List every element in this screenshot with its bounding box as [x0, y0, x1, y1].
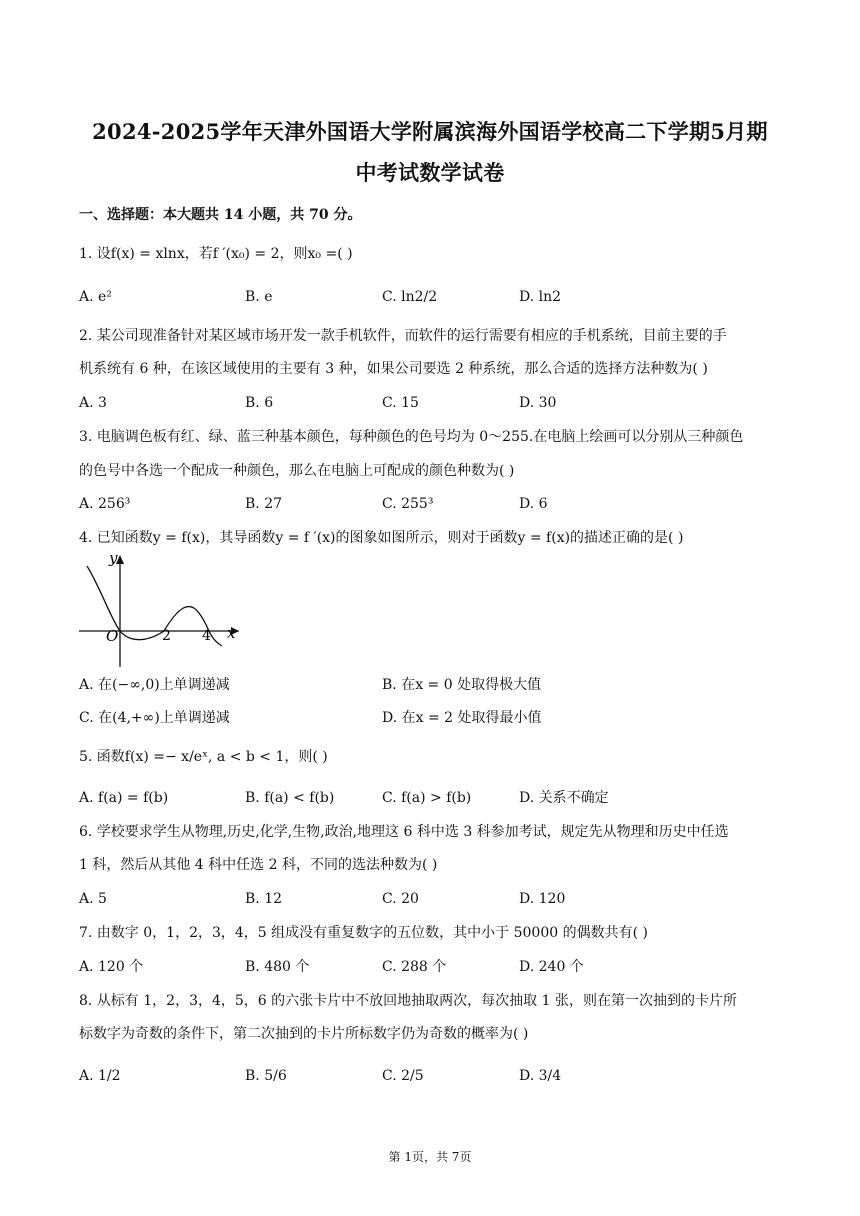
q6-stem-line2: 1 科，然后从其他 4 科中任选 2 科，不同的选法种数为( ): [79, 857, 438, 873]
q8-option-c: C. 2/5: [382, 1068, 424, 1084]
q6-option-c: C. 20: [382, 891, 419, 907]
derivative-graph: [79, 551, 244, 669]
y-axis-label: y: [109, 551, 118, 567]
q5-option-c: C. f(a) > f(b): [382, 790, 472, 806]
page-footer: 第 1页，共 7页: [388, 1150, 472, 1164]
q6-option-d: D. 120: [519, 891, 566, 907]
q8-option-b: B. 5/6: [245, 1068, 287, 1084]
q8-option-d: D. 3/4: [519, 1068, 562, 1084]
tick-label-4: 4: [202, 628, 211, 644]
q7-option-c: C. 288 个: [382, 959, 447, 975]
x-axis-label: x: [227, 624, 236, 642]
q3-stem-line1: 3. 电脑调色板有红、绿、蓝三种基本颜色，每种颜色的色号均为 0～255.在电脑上绘画可以分别从三种颜色: [79, 429, 744, 445]
q3-option-c: C. 255³: [382, 496, 434, 512]
q3-option-d: D. 6: [519, 496, 548, 512]
q1-option-d: D. ln2: [519, 289, 562, 305]
q7-stem: 7. 由数字 0，1，2，3，4，5 组成没有重复数字的五位数，其中小于 50000 的偶数共有( ): [79, 925, 648, 941]
q3-stem-line2: 的色号中各选一个配成一种颜色，那么在电脑上可配成的颜色种数为( ): [79, 463, 515, 479]
q1-option-c: C. ln2/2: [382, 289, 438, 305]
q4-option-a: A. 在(−∞,0)上单调递减: [79, 677, 230, 693]
q8-option-a: A. 1/2: [79, 1068, 121, 1084]
q5-option-d: D. 关系不确定: [519, 790, 609, 806]
q7-option-a: A. 120 个: [79, 959, 144, 975]
origin-label: O: [106, 627, 119, 645]
q1-stem: 1. 设f(x) = xlnx，若f ′(x₀) = 2，则x₀ =( ): [79, 246, 353, 262]
section-heading: 一、选择题：本大题共 14 小题，共 70 分。: [79, 207, 362, 223]
exam-title-line2: 中考试数学试卷: [355, 160, 505, 185]
q4-option-b: B. 在x = 0 处取得极大值: [382, 677, 542, 693]
q2-option-a: A. 3: [79, 395, 107, 411]
q6-option-b: B. 12: [245, 891, 283, 907]
q6-option-a: A. 5: [79, 891, 107, 907]
q1-option-a: A. e²: [79, 289, 112, 305]
q5-option-a: A. f(a) = f(b): [79, 790, 169, 806]
q7-option-d: D. 240 个: [519, 959, 584, 975]
q3-option-a: A. 256³: [79, 496, 131, 512]
q2-option-c: C. 15: [382, 395, 419, 411]
q4-stem: 4. 已知函数y = f(x)，其导函数y = f ′(x)的图象如图所示，则对于函数y = f(x)的描述正确的是( ): [79, 530, 684, 546]
tick-label-2: 2: [162, 628, 171, 644]
q2-stem-line2: 机系统有 6 种，在该区域使用的主要有 3 种，如果公司要选 2 种系统，那么合适的选择方法种数为( ): [79, 361, 708, 377]
q2-option-b: B. 6: [245, 395, 274, 411]
q6-stem-line1: 6. 学校要求学生从物理,历史,化学,生物,政治,地理这 6 科中选 3 科参加考试，规定先从物理和历史中任选: [79, 824, 729, 840]
q2-option-d: D. 30: [519, 395, 557, 411]
q7-option-b: B. 480 个: [245, 959, 310, 975]
q5-option-b: B. f(a) < f(b): [245, 790, 335, 806]
q2-stem-line1: 2. 某公司现准备针对某区域市场开发一款手机软件，而软件的运行需要有相应的手机系统，目前主要的手: [79, 328, 727, 344]
q3-option-b: B. 27: [245, 496, 283, 512]
q8-stem-line1: 8. 从标有 1，2，3，4，5，6 的六张卡片中不放回地抽取两次，每次抽取 1 张，则在第一次抽到的卡片所: [79, 993, 737, 1009]
q4-option-c: C. 在(4,+∞)上单调递减: [79, 710, 230, 726]
q5-stem: 5. 函数f(x) =− x/eˣ, a < b < 1，则( ): [79, 749, 328, 765]
q1-option-b: B. e: [245, 289, 273, 305]
q4-option-d: D. 在x = 2 处取得最小值: [382, 710, 542, 726]
q8-stem-line2: 标数字为奇数的条件下，第二次抽到的卡片所标数字仍为奇数的概率为( ): [79, 1026, 529, 1042]
exam-title-line1: 2024-2025学年天津外国语大学附属滨海外国语学校高二下学期5月期: [92, 119, 768, 144]
